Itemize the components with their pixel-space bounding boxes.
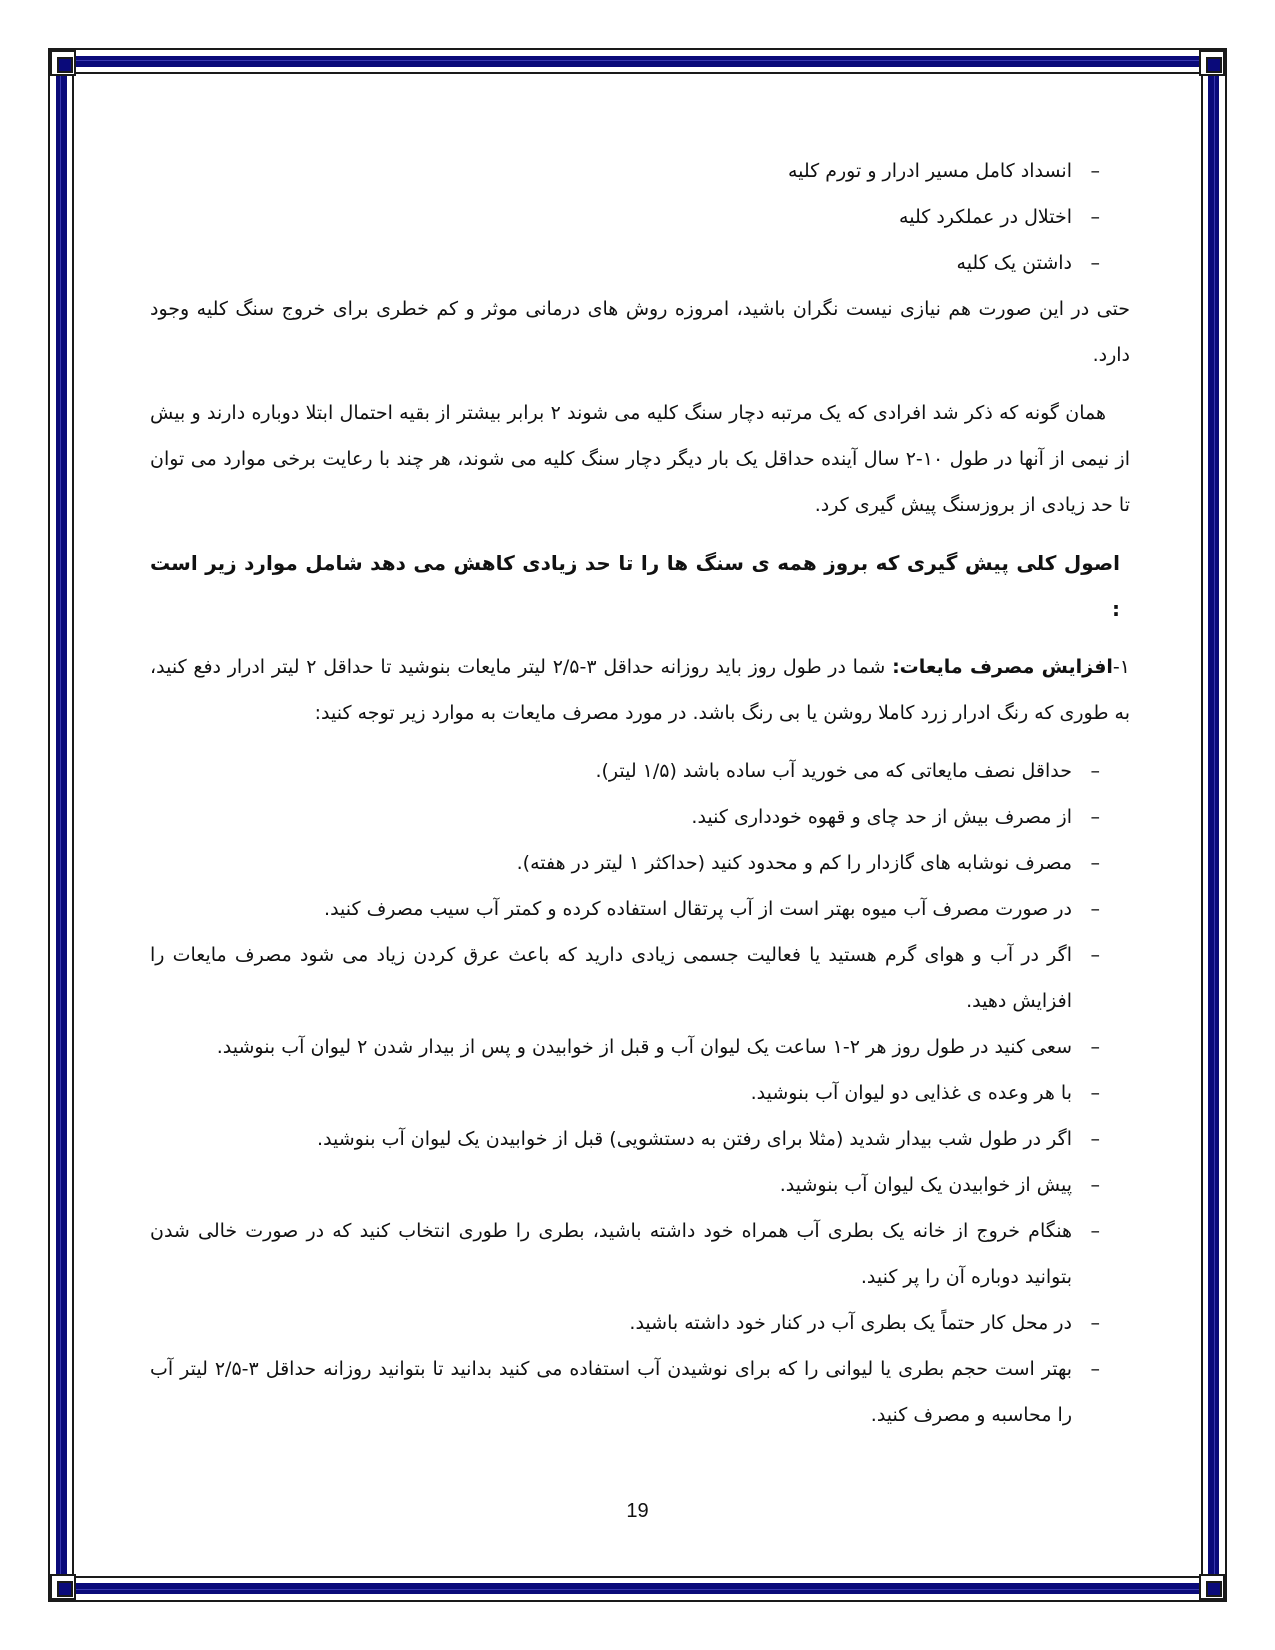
list-item: – حداقل نصف مایعاتی که می خورید آب ساده باشد (۱/۵ لیتر). (150, 748, 1100, 794)
list-item: – اختلال در عملکرد کلیه (150, 194, 1100, 240)
top-list (150, 148, 1130, 286)
paragraph-reassurance: حتی در این صورت هم نیازی نیست نگران باشید، امروزه روش های درمانی موثر و کم خطری برای خروج سنگ کلیه وجود دارد. (150, 298, 1130, 366)
corner-ornament-bottom-right (1199, 1574, 1225, 1600)
page-number: 19 (626, 1500, 649, 1522)
list-item: – بهتر است حجم بطری یا لیوانی را که برای نوشیدن آب استفاده می کنید بدانید تا بتوانید روزانه حداقل ۳-۲/۵ لیتر آب را محاسبه و مصرف کنید. (150, 1346, 1100, 1438)
list-item: – اگر در آب و هوای گرم هستید یا فعالیت جسمی زیادی دارید که باعث عرق کردن زیاد می شود مصرف مایعات را افزایش دهید. (150, 932, 1100, 1024)
corner-ornament-top-right (1199, 50, 1225, 76)
fluid-list (150, 748, 1130, 1438)
corner-ornament-bottom-left (50, 1574, 76, 1600)
list-item: – در صورت مصرف آب میوه بهتر است از آب پرتقال استفاده کرده و کمتر آب سیب مصرف کنید. (150, 886, 1100, 932)
page-content (150, 148, 1130, 1438)
list-item: – از مصرف بیش از حد چای و قهوه خودداری کنید. (150, 794, 1100, 840)
list-item: – در محل کار حتماً یک بطری آب در کنار خود داشته باشید. (150, 1300, 1100, 1346)
list-item: – داشتن یک کلیه (150, 240, 1100, 286)
list-item: – انسداد کامل مسیر ادرار و تورم کلیه (150, 148, 1100, 194)
list-item: – سعی کنید در طول روز هر ۲-۱ ساعت یک لیوان آب و قبل از خوابیدن و پس از بیدار شدن ۲ لیوان آب بنوشید. (150, 1024, 1100, 1070)
paragraph-fluid-intake (150, 644, 1130, 736)
paragraph-recurrence: همان گونه که ذکر شد افرادی که یک مرتبه دچار سنگ کلیه می شوند ۲ برابر بیشتر از بقیه احتمال ابتلا دوباره دارند و بیش از نیمی از آنها در طول ۱۰-۲ سال آینده حداقل یک بار دیگر دچار سنگ کلیه می شوند، هر چند با رعایت برخی موارد می توان تا حد زیادی از بروزسنگ پیش گیری کرد. (150, 402, 1130, 516)
corner-ornament-top-left (50, 50, 76, 76)
list-item: – مصرف نوشابه های گازدار را کم و محدود کنید (حداکثر ۱ لیتر در هفته). (150, 840, 1100, 886)
list-item: – پیش از خوابیدن یک لیوان آب بنوشید. (150, 1162, 1100, 1208)
section-heading: اصول کلی پیش گیری که بروز همه ی سنگ ها را تا حد زیادی کاهش می دهد شامل موارد زیر است : (150, 551, 1120, 621)
section-title: افزایش مصرف مایعات: (892, 656, 1113, 678)
list-item: – با هر وعده ی غذایی دو لیوان آب بنوشید. (150, 1070, 1100, 1116)
list-item: – اگر در طول شب بیدار شدید (مثلا برای رفتن به دستشویی) قبل از خوابیدن یک لیوان آب بنوشید. (150, 1116, 1100, 1162)
section-text: شما در طول روز باید روزانه حداقل ۳-۲/۵ لیتر مایعات بنوشید تا حداقل ۲ لیتر ادرار دفع کنید، به طوری که رنگ ادرار زرد کاملا روشن یا بی رنگ باشد. در مورد مصرف مایعات به موارد زیر توجه کنید: (150, 656, 1130, 724)
section-number: ۱- (1112, 656, 1130, 678)
list-item: – هنگام خروج از خانه یک بطری آب همراه خود داشته باشید، بطری را طوری انتخاب کنید که در صورت خالی شدن بتوانید دوباره آن را پر کنید. (150, 1208, 1100, 1300)
